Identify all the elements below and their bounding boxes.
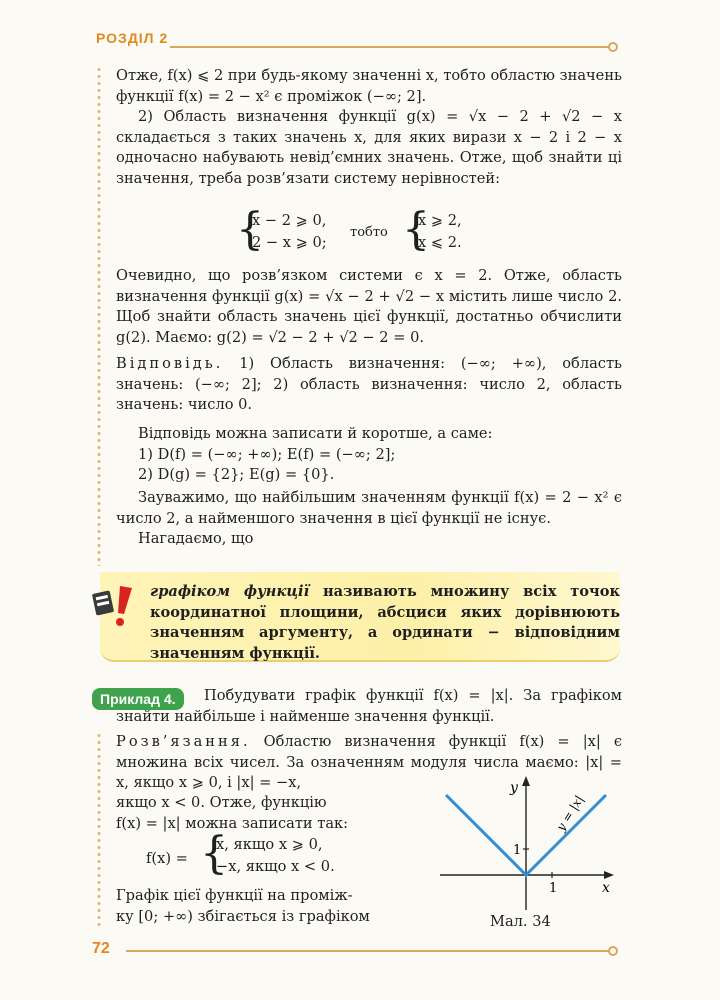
footer-rule-end [608, 946, 618, 956]
paragraph-range-f: Отже, f(x) ⩽ 2 при будь-якому значенні x, тобто областю значень функції f(x) = 2 − x² є проміжок (−∞; 2]. [116, 67, 622, 105]
piecewise-lhs: f(x) = [146, 850, 188, 867]
definition-text: графіком функції називають множину всіх точок координатної площини, абсциси яких дорівнюють значенням аргументу, а ординати − відповідним значенням функції. [150, 583, 620, 662]
y-label: y [510, 780, 518, 796]
solution-label: Розв’язання. [116, 733, 251, 750]
header-rule [170, 46, 610, 48]
margin-dots-top [97, 66, 101, 566]
definition-term: графіком функції [150, 583, 310, 600]
short-answer: Відповідь можна записати й коротше, а саме: 1) D(f) = (−∞; +∞); E(f) = (−∞; 2]; 2) D(g) = {2}; E(g) = {0}. [138, 425, 493, 483]
exclamation-icon [88, 578, 144, 634]
x-axis-arrow [604, 871, 614, 879]
solution-paragraph: Розв’язання. Областю визначення функції f(x) = |x| є множина всіх чисел. За означенням модуля числа маємо: |x| = x, якщо x ⩾ 0, і |x| = −x, [116, 733, 622, 791]
x-label: x [602, 880, 610, 896]
example-task: Побудувати графік функції f(x) = |x|. За графіком знайти найбільше і найменше значення функції. [116, 687, 622, 725]
paragraph-domain-g: 2) Область визначення функції g(x) = √x − 2 + √2 − x складається з таких значень x, для яких вирази x − 2 і 2 − x одночасно набувають невід’ємних значень. Отже, щоб знайти ці значення, треба розв’язати систему нерівностей: [116, 108, 622, 187]
system-left: x − 2 ⩾ 0, 2 − x ⩾ 0; [252, 212, 327, 251]
answer-label: Відповідь. [116, 355, 224, 372]
paragraph-solution-g: Очевидно, що розв’язком системи є x = 2. Отже, область визначення функції g(x) = √x − 2 + √2 − x містить лише число 2. Щоб знайти область значень цієї функції, достатньо обчислити g(2). Маємо: g(2) = √2 − 2 + √2 − 2 = 0. [116, 267, 622, 346]
answer-paragraph: Відповідь. 1) Область визначення: (−∞; +∞), область значень: (−∞; 2]; 2) область визначення: число 2, область значень: число 0. [116, 355, 622, 413]
header-rule-end [608, 42, 618, 52]
graph-abs-x [430, 770, 620, 920]
margin-dots-bottom [97, 732, 101, 927]
x-tick-label: 1 [549, 881, 558, 896]
y-axis-arrow [522, 776, 530, 786]
left-brace-1: { [236, 204, 264, 255]
system-middle: тобто [350, 225, 388, 240]
footer-rule [126, 950, 610, 952]
piecewise-cases: x, якщо x ⩾ 0, −x, якщо x < 0. [216, 836, 335, 875]
curve-label: y = |x| [553, 792, 587, 834]
note-paragraph: Зауважимо, що найбільшим значенням функції f(x) = 2 − x² є число 2, а найменшого значення в цієї функції не існує. Нагадаємо, що [116, 489, 622, 547]
piecewise-brace: { [200, 828, 228, 879]
system-right: x ⩾ 2, x ⩽ 2. [418, 212, 462, 251]
page-number: 72 [92, 940, 110, 957]
solution-cont: якщо x < 0. Отже, функцію f(x) = |x| можна записати так: [116, 794, 349, 832]
section-title: РОЗДІЛ 2 [96, 30, 169, 46]
example-badge: Приклад 4. [92, 688, 184, 710]
left-brace-2: { [402, 204, 430, 255]
y-tick-label: 1 [513, 843, 522, 858]
solution-end: Графік цієї функції на проміж- ку [0; +∞) збігається із графіком [116, 887, 370, 925]
figure-caption: Мал. 34 [490, 913, 551, 930]
